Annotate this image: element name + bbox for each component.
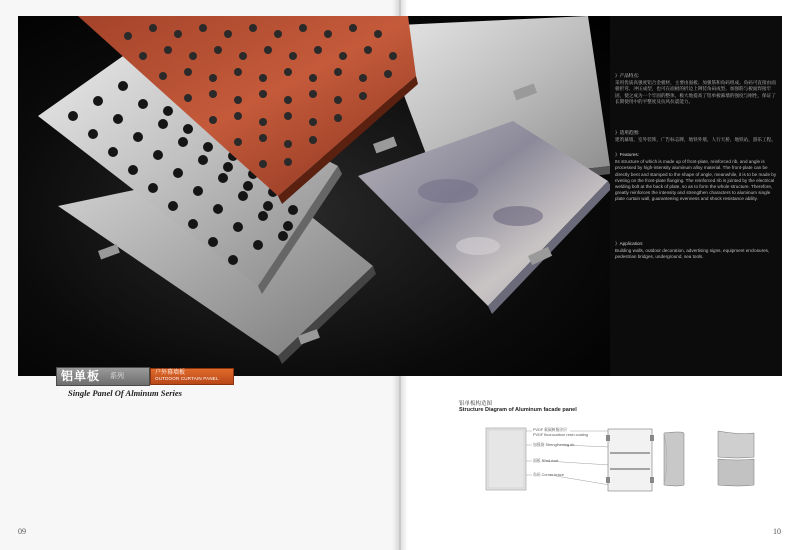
features-en [615, 152, 777, 203]
page-number-left: 09 [18, 527, 26, 536]
features-cn-heading: 》产品特点: [615, 73, 640, 78]
features-en-heading: 》Features: [615, 152, 639, 157]
callout-rivet: 面板 Blind rivet [533, 459, 559, 463]
features-cn [615, 73, 777, 105]
callout-rib: 加强筋 Strengthening rib [533, 443, 575, 447]
application-en [615, 241, 777, 261]
series-title-en: Single Panel Of Alminum Series [68, 388, 182, 398]
features-cn-body: 采用优质高强度铝合金板材，主要由面板、加强筋和角码组成。角码可直接由面板折弯、冲压成型，也可在面板的折边上铆装角码成型。加强筋与板面焊接牢固，使之成为一个牢固的整体，极大地提高了铝单板幕墙的强度与刚性，保证了长期使用中的平整度及抗风抗震能力。 [615, 80, 776, 104]
application-cn [615, 130, 777, 143]
diagram-title-cn: 铝单板构造图 [459, 401, 493, 407]
application-cn-body: 建筑幕墙，室外装饰，广告标志牌，地铁外墙，人行天桥，地铁站，游乐工程。 [615, 137, 776, 143]
callout-coating-en: PVDF fluorocarbon resin coating [533, 433, 588, 437]
application-cn-heading: 》适用范围: [615, 130, 640, 135]
series-title-cn: 铝单板 [61, 369, 101, 383]
callout-coating-cn: PVDF 氟碳树脂涂层 [533, 428, 567, 432]
product-photo [18, 16, 610, 376]
category-tag [150, 368, 234, 385]
diagram-title-en: Structure Diagram of Aluminum facade panel [459, 407, 577, 413]
features-en-body: Its structure of which is made up of front-plate, reinforced rib, and angle is processed by high-intensity aluminum alloy material. The front-plate can be directly bent and stamped to the shape of angle, meanwhile, it is to be made by riveting on the front-plate flanging. The reinforced rib is jointed by the electrical welding bolt at the back of plate, so as to form the whole structure. Therefore, greatly reinforces the intensity and strengthen characters to aluminum single plate curtain wall, guaranteeing evenness and shock resistance ability. [615, 159, 777, 202]
category-tag-cn: 户外幕墙板 [155, 370, 186, 376]
application-en-body: Building walls, outdoor decoration, advertising signs, equipment enclosures, pedestrian bridges, underground, sea tools. [615, 248, 770, 260]
callout-corner: 角码 Corner brace [533, 473, 564, 477]
description-panel [610, 16, 782, 376]
application-en-heading: 》Application: [615, 241, 644, 246]
series-title-tag [56, 367, 150, 386]
page-number-right: 10 [773, 527, 781, 536]
structure-diagram [450, 395, 780, 505]
category-tag-en: OUTDOOR CURTAIN PANEL [155, 376, 219, 381]
panels-illustration [18, 16, 610, 376]
series-title-suffix: 系列 [110, 373, 124, 380]
diagram-drawing [450, 395, 780, 505]
